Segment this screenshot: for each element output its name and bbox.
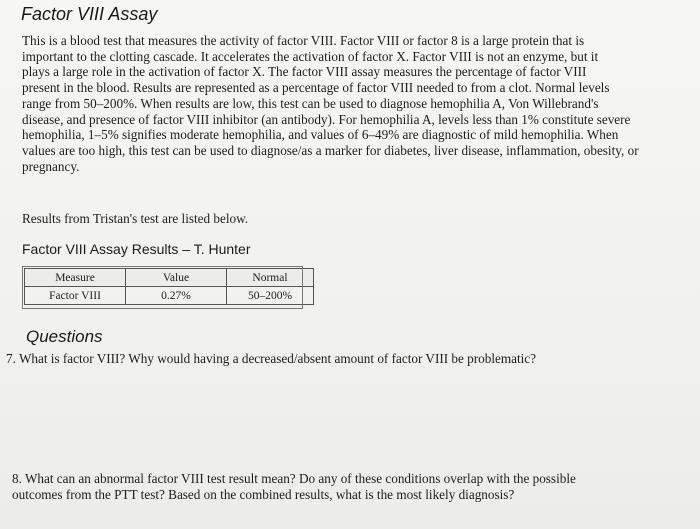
question-7: 7. What is factor VIII? Why would having a decreased/absent amount of factor VIII be problematic? (6, 351, 536, 366)
question-8-line-2: outcomes from the PTT test? Based on the combined results, what is the most likely diagnosis? (12, 487, 515, 502)
intro-line: values are too high, this test can be used to diagnose/as a marker for diabetes, liver disease, inflammation, obesity, or (22, 142, 639, 158)
cell-value: 0.27% (126, 287, 227, 305)
column-header-value: Value (126, 269, 227, 287)
intro-paragraph (22, 33, 692, 174)
table-row (25, 287, 314, 305)
intro-line: present in the blood. Results are represented as a percentage of factor VIII needed to from a clot. Normal levels (22, 80, 610, 96)
intro-line: range from 50–200%. When results are low, this test can be used to diagnose hemophilia A, Von Willebrand's (22, 95, 599, 111)
intro-line: disease, and presence of factor VIII inhibitor (an antibody). For hemophilia A, levels less than 1% constitute severe (22, 111, 631, 127)
intro-line: plays a large role in the activation of factor X. The factor VIII assay measures the percentage of factor VIII (22, 64, 587, 80)
questions-heading: Questions (26, 327, 103, 346)
column-header-measure: Measure (25, 269, 126, 287)
question-8-line-1: 8. What can an abnormal factor VIII test result mean? Do any of these conditions overlap with the possible (12, 471, 576, 486)
cell-measure: Factor VIII (25, 287, 126, 305)
page-title: Factor VIII Assay (21, 4, 158, 24)
results-table (24, 268, 314, 305)
intro-line: important to the clotting cascade. It accelerates the activation of factor X. Factor VIII is not an enzyme, but it (22, 48, 599, 64)
results-intro: Results from Tristan's test are listed below. (22, 211, 249, 226)
column-header-normal: Normal (227, 269, 314, 287)
intro-line: This is a blood test that measures the activity of factor VIII. Factor VIII or factor 8 is a large protein that is (22, 33, 585, 48)
cell-normal: 50–200% (227, 287, 314, 305)
results-heading: Factor VIII Assay Results – T. Hunter (22, 241, 251, 257)
table-header-row (25, 269, 314, 287)
intro-line: pregnancy. (22, 158, 80, 174)
intro-line: hemophilia, 1–5% signifies moderate hemophilia, and values of 6–49% are diagnostic of mild hemophilia. When (22, 127, 619, 143)
